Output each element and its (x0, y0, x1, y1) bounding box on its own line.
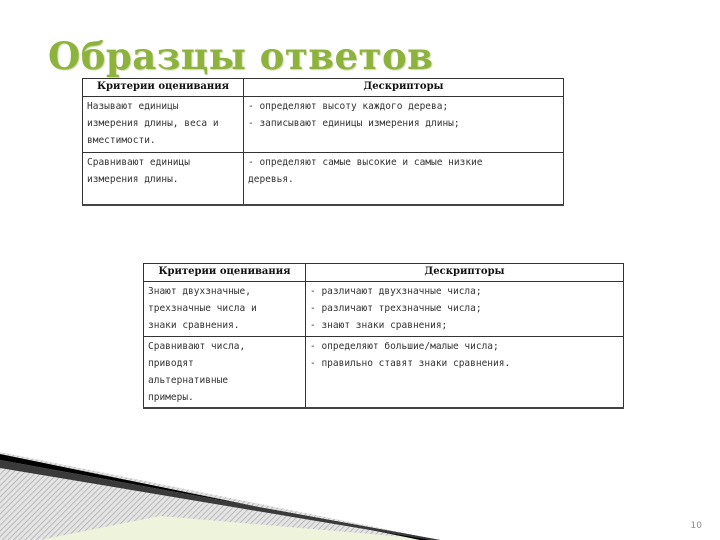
table-row (144, 282, 624, 337)
cell-line: знаки сравнения. (148, 320, 240, 331)
cell-line: трехзначные числа и (148, 303, 257, 314)
table-row (83, 97, 564, 153)
cell-line: Называют единицы (87, 101, 179, 112)
cell-line: альтернативные (148, 375, 229, 386)
descriptors-cell (244, 153, 564, 206)
table-row (144, 337, 624, 409)
descriptors-header: Дескрипторы (244, 79, 564, 97)
cell-line: - определяют высоту каждого дерева; (248, 101, 449, 112)
criteria-cell (144, 282, 306, 337)
cell-line: Сравнивают числа, (148, 341, 246, 352)
table-header-row (144, 264, 624, 282)
cell-line: - определяют большие/малые числа; (310, 341, 499, 352)
criteria-header: Критерии оценивания (83, 79, 244, 97)
cell-line: - различают двухзначные числа; (310, 286, 482, 297)
descriptors-cell (306, 282, 624, 337)
descriptors-cell (306, 337, 624, 409)
cell-line: измерения длины. (87, 174, 179, 185)
cell-line: - различают трехзначные числа; (310, 303, 482, 314)
criteria-cell (144, 337, 306, 409)
cell-line: измерения длины, веса и (87, 118, 219, 129)
cell-line: деревья. (248, 174, 294, 185)
page-number: 10 (690, 521, 702, 531)
table-row (83, 153, 564, 206)
cell-line: - правильно ставят знаки сравнения. (310, 358, 511, 369)
cell-line: примеры. (148, 392, 194, 403)
cell-line: вместимости. (87, 135, 156, 146)
cell-line: Сравнивают единицы (87, 157, 190, 168)
cell-line: - определяют самые высокие и самые низкие (248, 157, 483, 168)
cell-line: - записывают единицы измерения длины; (248, 118, 460, 129)
criteria-cell (83, 97, 244, 153)
slide-title: Образцы ответов (48, 34, 434, 78)
criteria-cell (83, 153, 244, 206)
cell-line: приводят (148, 358, 194, 369)
cell-line: Знают двухзначные, (148, 286, 251, 297)
table-header-row (83, 79, 564, 97)
descriptors-cell (244, 97, 564, 153)
decorative-swoosh (0, 440, 440, 540)
descriptors-header: Дескрипторы (306, 264, 624, 282)
criteria-table-1 (82, 78, 564, 206)
criteria-header: Критерии оценивания (144, 264, 306, 282)
cell-line: - знают знаки сравнения; (310, 320, 448, 331)
criteria-table-2 (143, 263, 624, 409)
